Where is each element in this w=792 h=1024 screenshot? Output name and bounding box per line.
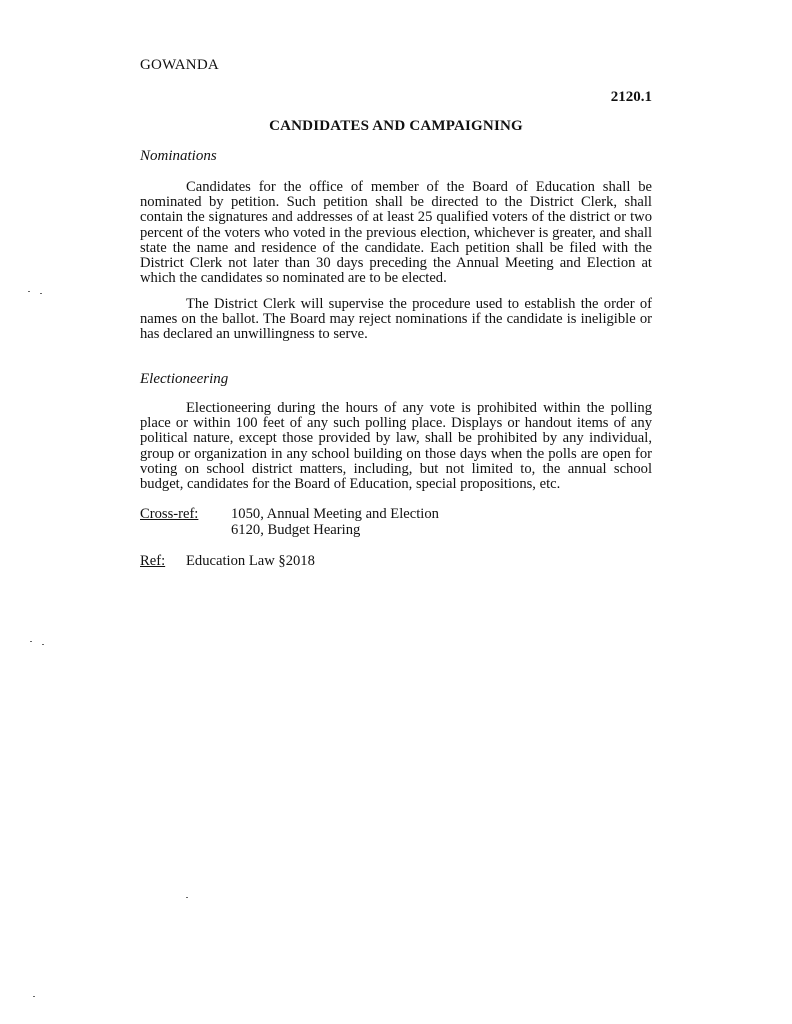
scan-speck — [42, 644, 44, 645]
scan-speck — [28, 291, 30, 292]
cross-reference-label: Cross-ref: — [140, 506, 199, 522]
cross-reference-item: 6120, Budget Hearing — [231, 522, 361, 538]
section-heading-electioneering: Electioneering — [140, 371, 229, 387]
cross-reference-item: 1050, Annual Meeting and Election — [231, 506, 439, 522]
nominations-paragraph-2: The District Clerk will supervise the procedure used to establish the order of names on the ballot. The Board may reject nominations if the candidate is ineligible or has declared an unwillingness to serve. — [140, 296, 652, 343]
policy-title: CANDIDATES AND CAMPAIGNING — [269, 118, 523, 134]
district-name: GOWANDA — [140, 57, 219, 73]
reference-list — [186, 553, 315, 569]
scan-speck — [30, 641, 32, 642]
cross-reference-list — [231, 506, 439, 538]
section-heading-nominations: Nominations — [140, 148, 217, 164]
reference-item: Education Law §2018 — [186, 553, 315, 569]
policy-number: 2120.1 — [610, 89, 652, 105]
electioneering-paragraph-1: Electioneering during the hours of any vote is prohibited within the polling place or within 100 feet of any such polling place. Displays or handout items of any political nature, except those provided by law, shall be prohibited by any individual, group or organization in any school building on those days when the polls are open for voting on school district matters, including, but not limited to, the annual school budget, candidates for the Board of Education, special propositions, etc. — [140, 400, 652, 493]
scan-speck — [33, 996, 35, 997]
scan-speck — [40, 293, 42, 294]
scan-speck — [186, 897, 188, 898]
reference-label: Ref: — [140, 553, 166, 569]
nominations-paragraph-1: Candidates for the office of member of the Board of Education shall be nominated by petition. Such petition shall be directed to the District Clerk, shall contain the signatures and addresses of at least 25 qualified voters of the district or two percent of the voters who voted in the previous election, whichever is greater, and shall state the name and residence of the candidate. Each petition shall be filed with the District Clerk not later than 30 days preceding the Annual Meeting and Election at which the candidates so nominated are to be elected. — [140, 179, 652, 287]
